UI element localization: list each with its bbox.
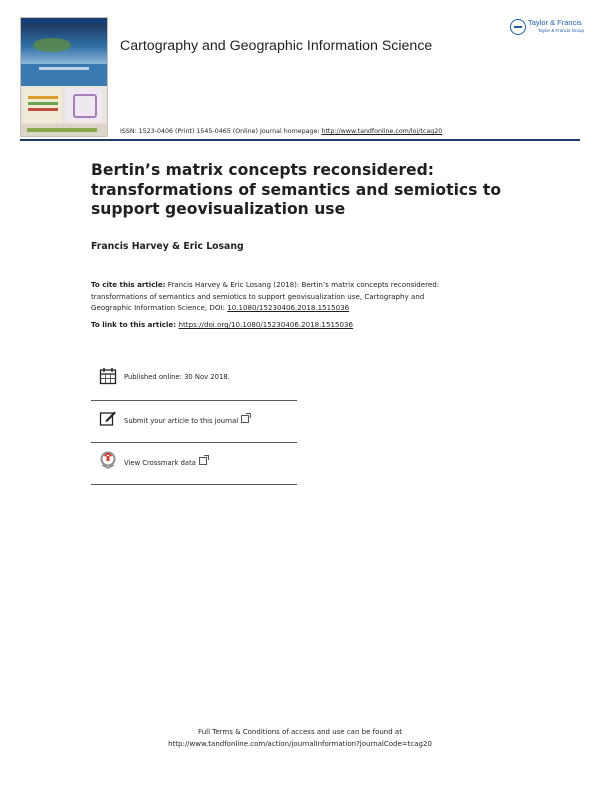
article-title-line: transformations of semantics and semiotics to (91, 180, 502, 199)
calendar-icon (99, 367, 117, 385)
issn-text: ISSN: 1523-0406 (Print) 1545-0465 (Online) Journal homepage: (120, 128, 322, 135)
citation-block (91, 279, 531, 314)
footer-line: Full Terms & Conditions of access and use can be found at (198, 728, 402, 736)
citation-text: transformations of semantics and semiotics to support geovisualization use, Cartography and (91, 291, 425, 301)
external-link-icon (199, 457, 207, 465)
journal-title: Cartography and Geographic Information Science (120, 38, 433, 54)
article-link-line (91, 320, 353, 329)
published-online-text: Published online: 30 Nov 2018. (124, 373, 230, 381)
journal-homepage-link[interactable]: http://www.tandfonline.com/loi/tcag20 (321, 128, 443, 135)
submit-article-text: Submit your article to this journal (124, 417, 239, 425)
link-label: To link to this article: (91, 320, 179, 329)
footer-terms (0, 727, 600, 750)
edit-icon (99, 409, 117, 427)
citation-text: Geographic Information Science, DOI: (91, 303, 228, 312)
issn-line (120, 128, 442, 135)
publisher-logo[interactable] (510, 17, 585, 39)
publisher-logo-subtext: Taylor & Francis Group (538, 28, 585, 33)
submit-article-link[interactable] (91, 400, 297, 443)
article-title (91, 161, 531, 220)
crossmark-text: View Crossmark data (124, 459, 196, 467)
publisher-logo-icon (510, 19, 526, 35)
article-authors: Francis Harvey & Eric Losang (91, 241, 244, 252)
citation-text: Francis Harvey & Eric Losang (2018): Bertin’s matrix concepts reconsidered: (165, 280, 440, 289)
doi-link[interactable]: 10.1080/15230406.2018.1515036 (227, 303, 350, 312)
citation-label: To cite this article: (91, 280, 166, 289)
article-title-line: Bertin’s matrix concepts reconsidered: (91, 161, 434, 179)
journal-cover-image (20, 17, 108, 137)
article-title-line: support geovisualization use (91, 200, 346, 218)
published-online-row (91, 358, 297, 401)
external-link-icon (241, 415, 249, 423)
footer-terms-link[interactable]: http://www.tandfonline.com/action/journalInformation?journalCode=tcag20 (168, 739, 432, 748)
header-divider (20, 139, 580, 141)
publisher-logo-text: Taylor & Francis (528, 18, 582, 27)
crossmark-icon (99, 451, 117, 469)
article-url-link[interactable]: https://doi.org/10.1080/15230406.2018.1515036 (178, 320, 354, 329)
crossmark-link[interactable] (91, 442, 297, 485)
